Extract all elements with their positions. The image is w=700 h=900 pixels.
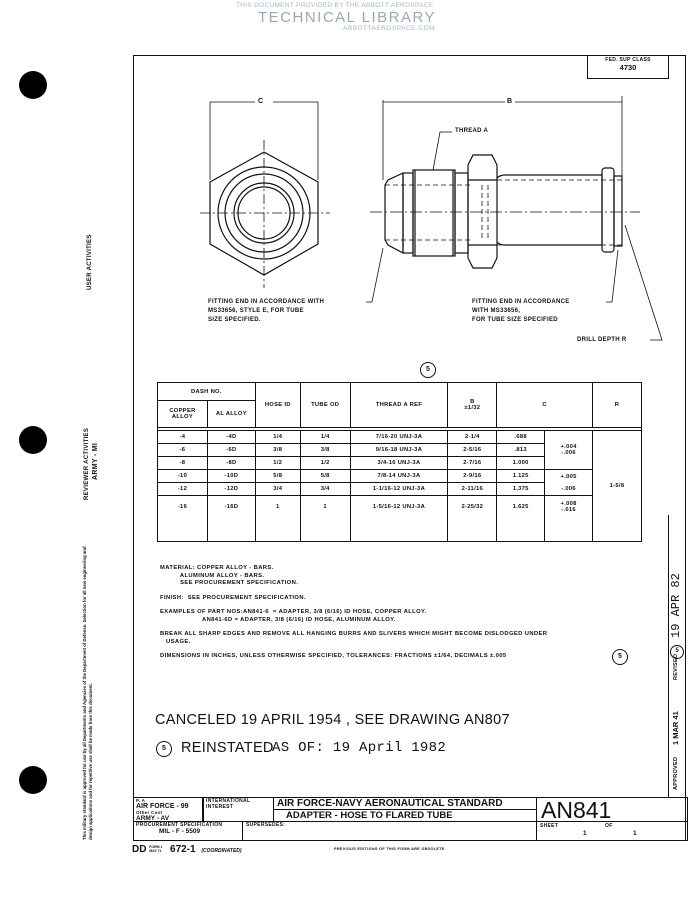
- reinstated-date: AS OF: 19 April 1982: [272, 740, 447, 756]
- preparing-activity-cell: [133, 797, 203, 822]
- note-break-edges: USAGE.: [160, 638, 191, 645]
- note-line: FITTING END IN ACCORDANCE: [472, 299, 570, 305]
- pa-label: P. A: [136, 798, 146, 803]
- note-examples: AN841-6D = ADAPTER, 3/8 (6/16) ID HOSE, ALUMINUM ALLOY.: [160, 616, 396, 623]
- cell-b: 2-5/16: [448, 444, 497, 457]
- cell-thread: 3/4-16 UNJ-3A: [350, 457, 448, 470]
- end-view: [200, 102, 330, 288]
- header-b: [448, 383, 497, 428]
- thread-a-label: THREAD A: [455, 128, 489, 134]
- note-material: ALUMINUM ALLOY - BARS.: [160, 572, 265, 579]
- cell-tube: 1/4: [300, 431, 350, 444]
- reinstated-label: REINSTATED: [181, 740, 274, 756]
- note-line: MS33656, STYLE E, FOR TUBE: [208, 308, 304, 314]
- cell-tube: 3/8: [300, 444, 350, 457]
- table-row: [158, 470, 642, 483]
- cell-c: 1.625: [497, 496, 545, 542]
- form-number: 672-1: [170, 844, 196, 855]
- header-dash-no: DASH NO.: [158, 383, 256, 401]
- watermark-title: TECHNICAL LIBRARY: [258, 9, 437, 26]
- canceled-status: CANCELED 19 APRIL 1954 , SEE DRAWING AN807: [155, 712, 510, 728]
- cell-b: 2-9/16: [448, 470, 497, 483]
- proc-spec-value: MIL - F - 5509: [159, 828, 201, 835]
- dim-c-label: C: [258, 98, 264, 105]
- title-block: [133, 797, 686, 841]
- cell-hose: 1: [255, 496, 300, 542]
- cell-hose: 1/2: [255, 457, 300, 470]
- revision-mark-circle: 5: [420, 362, 436, 378]
- cell-b: 2-7/16: [448, 457, 497, 470]
- approved-date: 1 MAR 41: [671, 711, 680, 745]
- cell-thread: 7/8-14 UNJ-3A: [350, 470, 448, 483]
- header-c: C: [497, 383, 593, 428]
- cell-c: 1.000: [497, 457, 545, 470]
- intl-interest-label: INTERNATIONAL INTEREST: [206, 798, 251, 810]
- header-copper-alloy: COPPER ALLOY: [158, 401, 208, 428]
- cell-c: .813: [497, 444, 545, 457]
- note-dimensions: DIMENSIONS IN INCHES, UNLESS OTHERWISE SPECIFIED, TOLERANCES: FRACTIONS ±1/64, DECIMALS ±.005: [160, 653, 507, 659]
- note-line: SIZE SPECIFIED.: [208, 317, 261, 323]
- dash-number-table: [157, 382, 642, 542]
- pa-value: AIR FORCE - 99: [136, 803, 189, 810]
- other-cust-label: Other Cust: [136, 810, 163, 815]
- form-date: FORM 1 MAY 71: [149, 845, 163, 854]
- table-row: [158, 496, 642, 542]
- cell-hose: 3/8: [255, 444, 300, 457]
- tol-minus: -.006: [561, 485, 576, 492]
- procurement-spec-cell: [133, 821, 243, 841]
- technical-drawing: [0, 0, 700, 360]
- header-al-alloy: AL ALLOY: [207, 401, 255, 428]
- sheet-number: 1: [583, 830, 587, 837]
- cell-tube: 1: [300, 496, 350, 542]
- proc-spec-label: PROCUREMENT SPECIFICATION: [136, 822, 223, 828]
- header-r: R: [593, 383, 642, 428]
- tol-plus: +.005: [560, 473, 577, 480]
- sheet-total: 1: [633, 830, 637, 837]
- cell-copper: -8: [158, 457, 208, 470]
- cell-al: -12D: [207, 483, 255, 496]
- cell-copper: -6: [158, 444, 208, 457]
- cell-r: 1-5/8: [593, 431, 642, 542]
- form-id: [132, 844, 242, 855]
- sheet-label: SHEET: [540, 823, 559, 829]
- table-row: [158, 431, 642, 444]
- previous-editions-note: PREVIOUS EDITIONS OF THIS FORM ARE OBSOLETE: [334, 847, 445, 851]
- user-activities-label: USER ACTIVITIES: [87, 234, 93, 290]
- b-tolerance: ±1/32: [464, 405, 481, 411]
- document-title: ADAPTER - HOSE TO FLARED TUBE: [273, 809, 537, 822]
- header-thread: THREAD A REF: [350, 383, 448, 428]
- note-material: SEE PROCUREMENT SPECIFICATION.: [160, 580, 299, 586]
- note-line: WITH MS33656,: [472, 308, 521, 314]
- cell-thread: 1-5/16-12 UNJ-3A: [350, 496, 448, 542]
- cell-tube: 1/2: [300, 457, 350, 470]
- cell-copper: -10: [158, 470, 208, 483]
- form-prefix: DD: [132, 844, 147, 855]
- note-material: MATERIAL: COPPER ALLOY - BARS.: [160, 565, 274, 571]
- cell-thread: 1-1/16-12 UNJ-3A: [350, 483, 448, 496]
- note-line: FITTING END IN ACCORDANCE WITH: [208, 299, 325, 305]
- b-label: B: [470, 399, 475, 405]
- cell-tube: 3/4: [300, 483, 350, 496]
- fsc-value: 4730: [619, 63, 637, 72]
- approval-note: This military standard is approved for use by all Departments and Agencies of the Department of Defense. Selection for all new engineering and design applications and for repetitive use shall be made from this document.: [82, 546, 93, 840]
- cell-al: -6D: [207, 444, 255, 457]
- tol-minus: -.006: [561, 450, 576, 456]
- standard-header: AIR FORCE-NAVY AERONAUTICAL STANDARD: [273, 797, 537, 810]
- watermark-provided: THIS DOCUMENT PROVIDED BY THE ABBOTT AEROSPACE: [236, 2, 434, 9]
- drill-depth-label: DRILL DEPTH R: [577, 337, 627, 343]
- note-line: FOR TUBE SIZE SPECIFIED: [472, 317, 558, 323]
- fsc-label: FED. SUP CLASS: [605, 57, 651, 63]
- international-interest-cell: [203, 797, 274, 822]
- note-examples: EXAMPLES OF PART NOS:AN841-6 = ADAPTER, 3/8 (6/16) ID HOSE, COPPER ALLOY.: [160, 609, 427, 615]
- note-break-edges: BREAK ALL SHARP EDGES AND REMOVE ALL HANGING BURRS AND SLIVERS WHICH MIGHT BECOME DISLODGED UNDER: [160, 631, 548, 637]
- header-hose-id: HOSE ID: [255, 383, 300, 428]
- reviewer-activities-value: ARMY - MI: [92, 442, 99, 480]
- cell-al: -4D: [207, 431, 255, 444]
- cell-c-tolerance: [545, 470, 593, 496]
- tol-minus: -.016: [561, 507, 576, 513]
- cell-copper: -4: [158, 431, 208, 444]
- reviewer-activities-label: REVIEWER ACTIVITIES: [84, 427, 90, 500]
- revision-mark-circle: 5: [612, 649, 628, 665]
- sheet-cell: [536, 821, 688, 841]
- cell-c: 1.375: [497, 483, 545, 496]
- cell-al: -10D: [207, 470, 255, 483]
- tol-plus: +.008: [560, 501, 577, 507]
- cell-b: 2-1/4: [448, 431, 497, 444]
- cell-copper: -16: [158, 496, 208, 542]
- revision-mark-circle: 5: [156, 741, 172, 757]
- note-finish: FINISH: SEE PROCUREMENT SPECIFICATION.: [160, 594, 306, 601]
- cell-c-tolerance: [545, 431, 593, 470]
- cell-al: -16D: [207, 496, 255, 542]
- watermark-url: ABBOTTAEROSPACE.COM: [343, 25, 435, 32]
- of-label: OF: [605, 823, 613, 829]
- cell-tube: 5/8: [300, 470, 350, 483]
- cell-hose: 1/4: [255, 431, 300, 444]
- other-cust-value: ARMY - AV: [136, 815, 170, 822]
- cell-thread: 7/16-20 UNJ-3A: [350, 431, 448, 444]
- cell-c: .688: [497, 431, 545, 444]
- revised-label: REVISED: [673, 653, 679, 680]
- punch-hole: [19, 766, 47, 794]
- right-fitting-note: [472, 298, 570, 325]
- supersedes-cell: [242, 821, 537, 841]
- revised-date: 19 APR 82: [669, 573, 683, 638]
- tol-plus: +.004: [560, 444, 577, 450]
- left-fitting-note: [208, 298, 324, 325]
- cell-al: -8D: [207, 457, 255, 470]
- document-number: AN841: [536, 797, 688, 822]
- cell-hose: 5/8: [255, 470, 300, 483]
- cell-c: 1.125: [497, 470, 545, 483]
- coordinated-label: (COORDINATED): [201, 848, 242, 854]
- cell-thread: 9/16-18 UNJ-3A: [350, 444, 448, 457]
- supersedes-label: SUPERSEDES:: [246, 822, 286, 828]
- revision-mark-circle: 5: [670, 645, 684, 659]
- header-tube-od: TUBE OD: [300, 383, 350, 428]
- general-notes: [160, 565, 547, 661]
- cell-copper: -12: [158, 483, 208, 496]
- punch-hole: [19, 426, 47, 454]
- cell-b: 2-11/16: [448, 483, 497, 496]
- dim-b-label: B: [507, 98, 513, 105]
- cell-c-tolerance: [545, 496, 593, 542]
- approved-label: APPROVED: [673, 756, 679, 790]
- cell-hose: 3/4: [255, 483, 300, 496]
- cell-b: 2-25/32: [448, 496, 497, 542]
